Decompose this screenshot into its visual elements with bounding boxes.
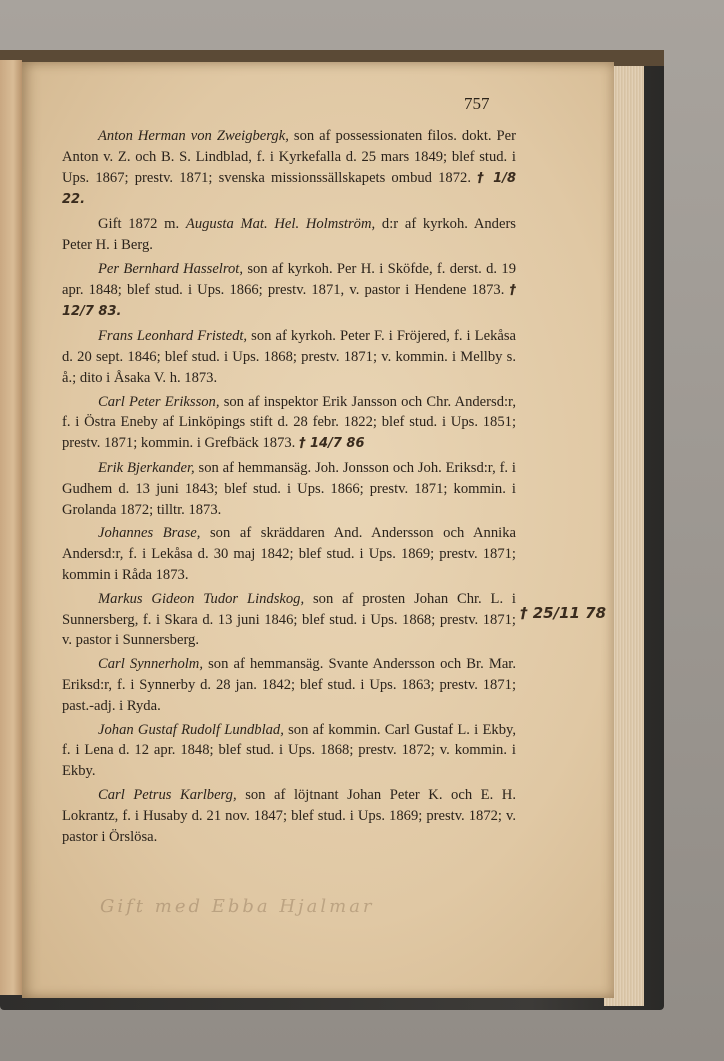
entry-name: Carl Peter Eriksson, (98, 393, 220, 410)
faint-pencil-note: Gift med Ebba Hjalmar (100, 896, 375, 917)
entry-text: son af skräddaren And. Andersson och Annika Andersd:r, f. i Lekåsa d. 30 maj 1842; blef stud. i Ups. 1869; prestv. 1871; kommin i Råda 1873. (62, 525, 516, 583)
entry-text: son af kyrkoh. Per H. i Sköfde, f. derst. d. 19 apr. 1848; blef stud. i Ups. 1866; prestv. 1871, v. pastor i Hendene 1873. (62, 260, 516, 298)
entry-text: son af hemmansäg. Svante Andersson och Br. Mar. Eriksd:r, f. i Synnerby d. 28 jan. 1842; blef stud. i Ups. 1863; prestv. 1871; past.-adj. i Ryda. (62, 656, 516, 714)
entry-bjerkander (62, 458, 516, 520)
entry-text: son af kyrkoh. Peter F. i Fröjered, f. i Lekåsa d. 20 sept. 1846; blef stud. i Ups. 1868; prestv. 1871; v. kommin. i Mellby s. å.; dito i Åsaka V. h. 1873. (62, 328, 516, 386)
entry-name: Johannes Brase, (98, 525, 201, 542)
page-number: 757 (464, 94, 490, 113)
entry-text: son af inspektor Erik Jansson och Chr. Andersd:r, f. i Östra Eneby af Linköpings stift d. 28 febr. 1822; blef stud. i Ups. 1851; prestv. 1871; kommin. i Grefbäck 1873. (62, 393, 516, 452)
entry-name: Frans Leonhard Fristedt, (98, 328, 248, 345)
entry-lindskog (62, 589, 516, 651)
entry-name: Carl Petrus Karlberg, (98, 786, 237, 803)
handwritten-annotation: † 1/8 22. (62, 170, 516, 208)
entry-fristedt (62, 326, 516, 388)
entry-synnerholm (62, 654, 516, 716)
entry-text: son af prosten Johan Chr. L. i Sunnersberg, f. i Skara d. 13 juni 1846; blef stud. i Ups. 1868; prestv. 1871; v. pastor i Sunnersberg. (62, 590, 516, 649)
entry-hasselrot (62, 259, 516, 323)
entry-text: son af kommin. Carl Gustaf L. i Ekby, f. i Lena d. 12 apr. 1848; blef stud. i Ups. 1868; prestv. 1872; v. kommin. i Ekby. (62, 721, 516, 780)
entries-text (62, 126, 516, 850)
entry-text: Gift 1872 m. (98, 216, 186, 233)
entry-name: Erik Bjerkander, (98, 459, 195, 476)
entry-karlberg (62, 785, 516, 847)
entry-name: Anton Herman von Zweigbergk, (98, 128, 289, 144)
margin-handwritten-note: † 25/11 78 (520, 604, 607, 622)
entry-text-cont: d:r af kyrkoh. Anders Peter H. i Berg. (62, 216, 516, 253)
entry-text: son af löjtnant Johan Peter K. och E. H. Lokrantz, f. i Husaby d. 21 nov. 1847; blef stud. i Ups. 1869; prestv. 1872; v. pastor i Örslösa. (62, 786, 516, 845)
handwritten-annotation: † 12/7 83. (62, 282, 517, 320)
entry-lundblad (62, 720, 516, 782)
entry-name: Per Bernhard Hasselrot, (98, 260, 243, 277)
entry-text: son af possessionaten filos. dokt. Per Anton v. Z. och B. S. Lindblad, f. i Kyrkefalla d. 25 mars 1849; blef stud. i Ups. 1867; prestv. 1871; svenska missionssällskapets ombud 1872. (62, 128, 517, 186)
left-page-edge (0, 60, 22, 995)
entry-text: son af hemmansäg. Joh. Jonsson och Joh. Eriksd:r, f. i Gudhem d. 13 juni 1843; blef stud. i Ups. 1866; prestv. 1871; kommin. i Grolanda 1872; tilltr. 1873. (62, 459, 516, 518)
entry-marriage (62, 214, 516, 256)
entry-brase (62, 523, 516, 585)
entry-name: Johan Gustaf Rudolf Lundblad, (98, 721, 284, 738)
entry-eriksson (62, 392, 516, 455)
entry-zweigbergk (62, 126, 516, 211)
handwritten-annotation: † 14/7 86 (298, 436, 365, 452)
entry-name: Carl Synnerholm, (98, 656, 203, 673)
entry-name: Augusta Mat. Hel. Holmström, (185, 216, 376, 233)
entry-name: Markus Gideon Tudor Lindskog, (98, 590, 305, 607)
